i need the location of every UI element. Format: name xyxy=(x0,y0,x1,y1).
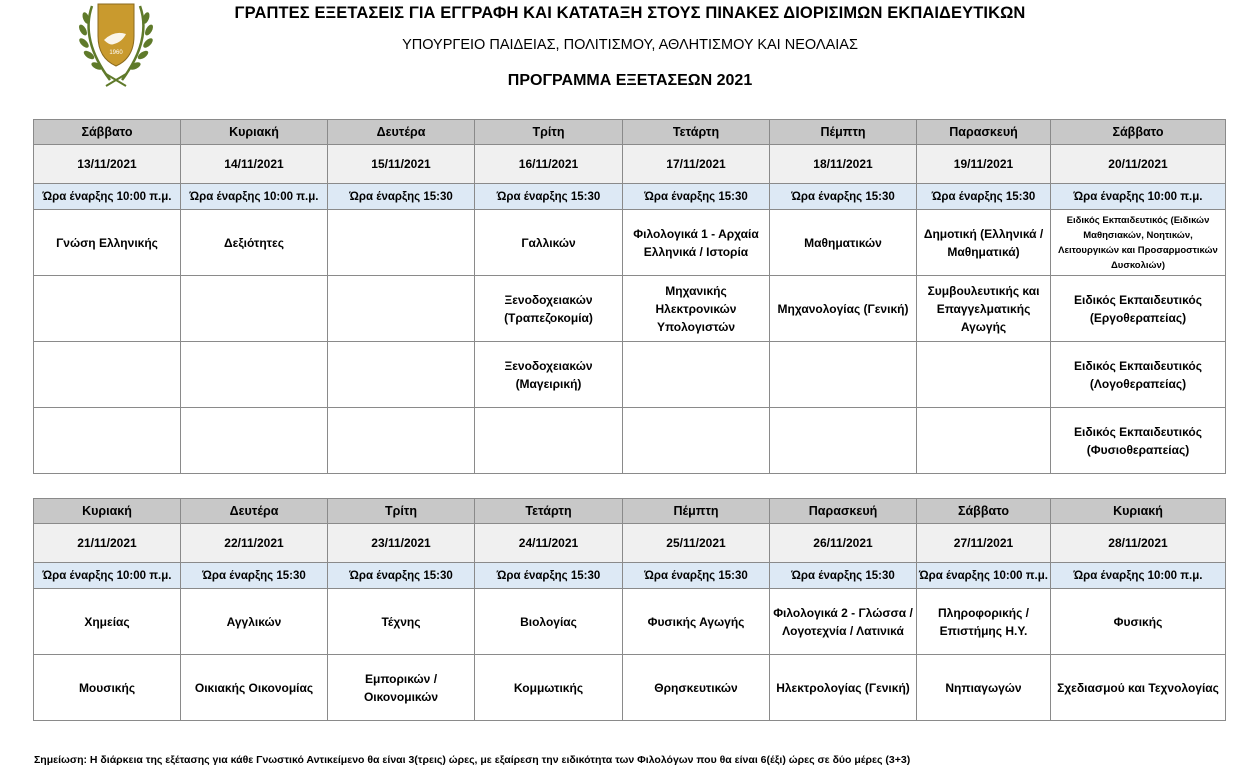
schedule-table-week-1 xyxy=(33,119,1226,474)
subject-cell xyxy=(328,276,475,342)
subject-cell xyxy=(34,408,181,474)
date-cell: 24/11/2021 xyxy=(475,524,623,563)
subject-cell: Ξενοδοχειακών (Μαγειρική) xyxy=(475,342,623,408)
svg-text:1960: 1960 xyxy=(109,50,123,56)
start-time-cell: Ώρα έναρξης 15:30 xyxy=(917,184,1051,210)
date-cell: 22/11/2021 xyxy=(181,524,328,563)
day-header: Κυριακή xyxy=(34,499,181,524)
day-header: Δευτέρα xyxy=(181,499,328,524)
date-cell: 28/11/2021 xyxy=(1051,524,1226,563)
start-time-cell: Ώρα έναρξης 15:30 xyxy=(623,563,770,589)
date-row xyxy=(34,524,1226,563)
subject-cell xyxy=(34,276,181,342)
cyprus-coat-of-arms-icon xyxy=(70,0,162,88)
subject-cell: Ειδικός Εκπαιδευτικός (Φυσιοθεραπείας) xyxy=(1051,408,1226,474)
subject-cell xyxy=(181,342,328,408)
subject-cell: Τέχνης xyxy=(328,589,475,655)
start-time-cell: Ώρα έναρξης 15:30 xyxy=(475,184,623,210)
subject-row xyxy=(34,408,1226,474)
day-header: Σάββατο xyxy=(1051,120,1226,145)
date-cell: 20/11/2021 xyxy=(1051,145,1226,184)
start-time-cell: Ώρα έναρξης 15:30 xyxy=(770,184,917,210)
subject-cell xyxy=(34,342,181,408)
date-cell: 14/11/2021 xyxy=(181,145,328,184)
date-cell: 15/11/2021 xyxy=(328,145,475,184)
date-cell: 19/11/2021 xyxy=(917,145,1051,184)
day-row xyxy=(34,499,1226,524)
start-time-cell: Ώρα έναρξης 15:30 xyxy=(328,563,475,589)
start-time-cell: Ώρα έναρξης 10:00 π.μ. xyxy=(917,563,1051,589)
subject-cell xyxy=(328,408,475,474)
start-time-cell: Ώρα έναρξης 10:00 π.μ. xyxy=(1051,184,1226,210)
day-header: Πέμπτη xyxy=(770,120,917,145)
start-time-cell: Ώρα έναρξης 15:30 xyxy=(328,184,475,210)
subject-cell: Μηχανολογίας (Γενική) xyxy=(770,276,917,342)
day-header: Τρίτη xyxy=(475,120,623,145)
subject-cell: Ηλεκτρολογίας (Γενική) xyxy=(770,655,917,721)
subject-cell: Φυσικής Αγωγής xyxy=(623,589,770,655)
ministry-name: ΥΠΟΥΡΓΕΙΟ ΠΑΙΔΕΙΑΣ, ΠΟΛΙΤΙΣΜΟΥ, ΑΘΛΗΤΙΣΜΟΥ ΚΑΙ ΝΕΟΛΑΙΑΣ xyxy=(402,37,858,53)
date-cell: 23/11/2021 xyxy=(328,524,475,563)
start-time-cell: Ώρα έναρξης 15:30 xyxy=(181,563,328,589)
subject-cell: Νηπιαγωγών xyxy=(917,655,1051,721)
subject-cell: Συμβουλευτικής και Επαγγελματικής Αγωγής xyxy=(917,276,1051,342)
subject-cell: Φιλολογικά 1 - Αρχαία Ελληνικά / Ιστορία xyxy=(623,210,770,276)
day-header: Παρασκευή xyxy=(917,120,1051,145)
day-header: Τετάρτη xyxy=(475,499,623,524)
subject-cell: Οικιακής Οικονομίας xyxy=(181,655,328,721)
date-cell: 27/11/2021 xyxy=(917,524,1051,563)
subject-cell xyxy=(475,408,623,474)
subject-cell xyxy=(181,276,328,342)
subject-row xyxy=(34,210,1226,276)
day-header: Κυριακή xyxy=(1051,499,1226,524)
subject-cell xyxy=(181,408,328,474)
subject-cell: Εμπορικών / Οικονομικών xyxy=(328,655,475,721)
schedule-table-week-2 xyxy=(33,498,1226,721)
subject-cell: Θρησκευτικών xyxy=(623,655,770,721)
date-row xyxy=(34,145,1226,184)
subject-row xyxy=(34,342,1226,408)
day-header: Σάββατο xyxy=(917,499,1051,524)
subject-cell: Φιλολογικά 2 - Γλώσσα / Λογοτεχνία / Λατινικά xyxy=(770,589,917,655)
start-time-cell: Ώρα έναρξης 10:00 π.μ. xyxy=(181,184,328,210)
start-time-cell: Ώρα έναρξης 15:30 xyxy=(770,563,917,589)
subject-cell: Χημείας xyxy=(34,589,181,655)
date-cell: 26/11/2021 xyxy=(770,524,917,563)
subject-cell: Ειδικός Εκπαιδευτικός (Λογοθεραπείας) xyxy=(1051,342,1226,408)
date-cell: 13/11/2021 xyxy=(34,145,181,184)
day-header: Πέμπτη xyxy=(623,499,770,524)
subject-cell xyxy=(623,408,770,474)
start-time-row xyxy=(34,184,1226,210)
start-time-cell: Ώρα έναρξης 10:00 π.μ. xyxy=(1051,563,1226,589)
subject-row xyxy=(34,589,1226,655)
subject-cell xyxy=(917,342,1051,408)
day-header: Τρίτη xyxy=(328,499,475,524)
start-time-row xyxy=(34,563,1226,589)
day-header: Σάββατο xyxy=(34,120,181,145)
subject-cell: Πληροφορικής / Επιστήμης Η.Υ. xyxy=(917,589,1051,655)
subject-cell xyxy=(623,342,770,408)
subject-cell: Μουσικής xyxy=(34,655,181,721)
subject-cell: Γαλλικών xyxy=(475,210,623,276)
page-title: ΓΡΑΠΤΕΣ ΕΞΕΤΑΣΕΙΣ ΓΙΑ ΕΓΓΡΑΦΗ ΚΑΙ ΚΑΤΑΤΑΞΗ ΣΤΟΥΣ ΠΙΝΑΚΕΣ ΔΙΟΡΙΣΙΜΩΝ ΕΚΠΑΙΔΕΥΤΙΚΩΝ xyxy=(234,4,1026,22)
subject-cell xyxy=(770,342,917,408)
subject-cell xyxy=(770,408,917,474)
subject-cell: Ειδικός Εκπαιδευτικός (Ειδικών Μαθησιακών, Νοητικών, Λειτουργικών και Προσαρμοστικών Δυσκολιών) xyxy=(1051,210,1226,276)
subject-cell: Ειδικός Εκπαιδευτικός (Εργοθεραπείας) xyxy=(1051,276,1226,342)
day-header: Κυριακή xyxy=(181,120,328,145)
date-cell: 16/11/2021 xyxy=(475,145,623,184)
subject-cell: Δεξιότητες xyxy=(181,210,328,276)
date-cell: 18/11/2021 xyxy=(770,145,917,184)
day-header: Παρασκευή xyxy=(770,499,917,524)
subject-cell: Φυσικής xyxy=(1051,589,1226,655)
subject-cell xyxy=(328,342,475,408)
start-time-cell: Ώρα έναρξης 10:00 π.μ. xyxy=(34,184,181,210)
subject-row xyxy=(34,276,1226,342)
subject-cell: Μηχανικής Ηλεκτρονικών Υπολογιστών xyxy=(623,276,770,342)
start-time-cell: Ώρα έναρξης 15:30 xyxy=(623,184,770,210)
date-cell: 17/11/2021 xyxy=(623,145,770,184)
date-cell: 25/11/2021 xyxy=(623,524,770,563)
subject-cell: Δημοτική (Ελληνικά / Μαθηματικά) xyxy=(917,210,1051,276)
subject-cell: Σχεδιασμού και Τεχνολογίας xyxy=(1051,655,1226,721)
subject-cell: Αγγλικών xyxy=(181,589,328,655)
subject-cell xyxy=(328,210,475,276)
subject-row xyxy=(34,655,1226,721)
subject-cell: Γνώση Ελληνικής xyxy=(34,210,181,276)
schedule-subtitle: ΠΡΟΓΡΑΜΜΑ ΕΞΕΤΑΣΕΩΝ 2021 xyxy=(507,72,753,89)
subject-cell: Κομμωτικής xyxy=(475,655,623,721)
subject-cell: Ξενοδοχειακών (Τραπεζοκομία) xyxy=(475,276,623,342)
subject-cell xyxy=(917,408,1051,474)
day-row xyxy=(34,120,1226,145)
footnote: Σημείωση: Η διάρκεια της εξέτασης για κάθε Γνωστικό Αντικείμενο θα είναι 3(τρεις) ώρες, με εξαίρεση την ειδικότητα των Φιλολόγων που θα είναι 6(έξι) ώρες σε δύο μέρες (3+3) xyxy=(34,754,911,766)
day-header: Δευτέρα xyxy=(328,120,475,145)
day-header: Τετάρτη xyxy=(623,120,770,145)
start-time-cell: Ώρα έναρξης 15:30 xyxy=(475,563,623,589)
start-time-cell: Ώρα έναρξης 10:00 π.μ. xyxy=(34,563,181,589)
subject-cell: Βιολογίας xyxy=(475,589,623,655)
date-cell: 21/11/2021 xyxy=(34,524,181,563)
subject-cell: Μαθηματικών xyxy=(770,210,917,276)
